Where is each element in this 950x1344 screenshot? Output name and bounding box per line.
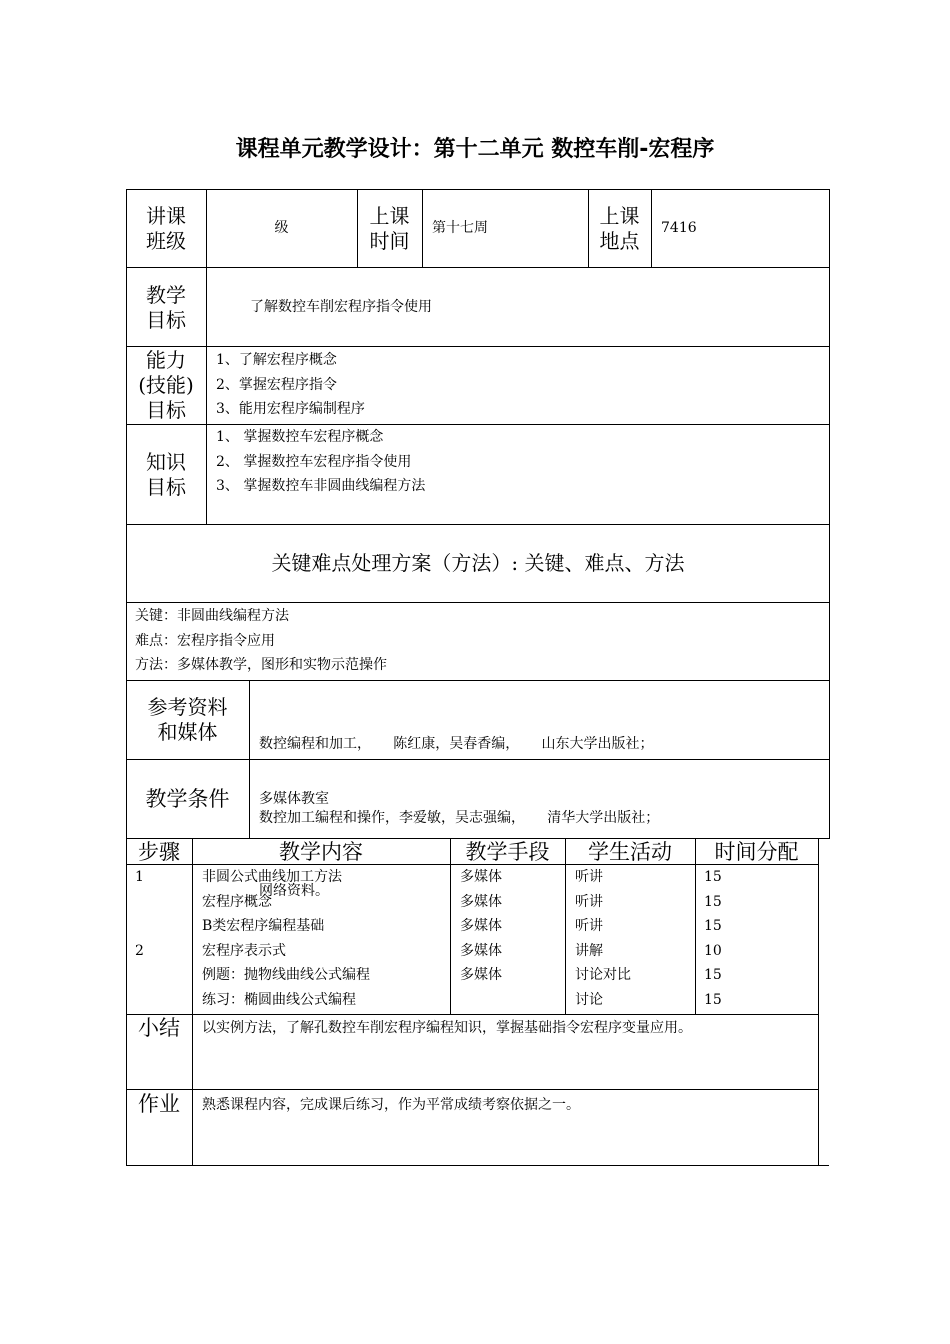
list-item: 2、 掌握数控车宏程序指令使用 bbox=[216, 453, 412, 470]
difficulty-text: 难点：宏程序指令应用 bbox=[135, 632, 275, 649]
ability-goal-list bbox=[216, 348, 365, 422]
class-label: 讲课 班级 bbox=[146, 204, 186, 253]
header-step: 步骤 bbox=[138, 840, 180, 864]
summary-label: 小结 bbox=[138, 1016, 180, 1040]
list-item: 3、能用宏程序编制程序 bbox=[216, 401, 365, 417]
class-value: 级 bbox=[274, 220, 289, 236]
table-row: B类宏程序编程基础 多媒体 听讲 15 bbox=[202, 918, 722, 934]
knowledge-goal-list bbox=[216, 425, 425, 499]
method-text: 方法：多媒体教学，图形和实物示范操作 bbox=[135, 657, 387, 673]
key-section-body bbox=[135, 604, 387, 678]
list-item: 网络资料。 bbox=[259, 883, 329, 899]
homework-label: 作业 bbox=[138, 1092, 180, 1116]
time-label: 上课 时间 bbox=[369, 204, 410, 253]
list-item: 1、 掌握数控车宏程序概念 bbox=[216, 429, 384, 445]
list-item: 2、掌握宏程序指令 bbox=[216, 376, 337, 393]
knowledge-goal-label: 知识 目标 bbox=[146, 450, 186, 499]
header-means: 教学手段 bbox=[465, 840, 550, 864]
header-content: 教学内容 bbox=[279, 840, 363, 864]
teaching-goal-label: 教学 目标 bbox=[146, 283, 186, 332]
conditions-label: 教学条件 bbox=[145, 787, 230, 811]
key-section-heading: 关键难点处理方案（方法）: 关键、难点、方法 bbox=[271, 551, 685, 575]
steps-rows bbox=[126, 865, 818, 1012]
time-value: 第十七周 bbox=[432, 220, 488, 236]
place-label: 上课 地点 bbox=[599, 204, 640, 253]
list-item: 数控加工编程和操作，李爱敏，吴志强编， 清华大学出版社； bbox=[259, 809, 660, 826]
table-row: 宏程序概念 多媒体 听讲 15 bbox=[202, 893, 722, 910]
list-item: 3、 掌握数控车非圆曲线编程方法 bbox=[216, 478, 426, 494]
ability-goal-label: 能力 (技能) 目标 bbox=[138, 348, 194, 422]
table-row: 练习：椭圆曲线公式编程 讨论 15 bbox=[202, 991, 722, 1008]
references-label: 参考资料 和媒体 bbox=[147, 695, 228, 744]
conditions-value: 多媒体教室 bbox=[259, 791, 329, 807]
place-value: 7416 bbox=[661, 220, 697, 236]
header-time: 时间分配 bbox=[714, 840, 799, 864]
key-text: 关键：非圆曲线编程方法 bbox=[135, 608, 289, 624]
table-row: 1 非圆公式曲线加工方法 多媒体 听讲 15 bbox=[135, 869, 722, 885]
page-title: 课程单元教学设计：第十二单元 数控车削-宏程序 bbox=[235, 137, 715, 162]
homework-text: 熟悉课程内容，完成课后练习，作为平常成绩考察依据之一。 bbox=[202, 1097, 580, 1113]
summary-text: 以实例方法，了解孔数控车削宏程序编程知识，掌握基础指令宏程序变量应用。 bbox=[202, 1020, 692, 1036]
list-item: 数控编程和加工， 陈红康，吴春香编， 山东大学出版社； bbox=[259, 736, 654, 752]
teaching-goal-text: 了解数控车削宏程序指令使用 bbox=[250, 299, 432, 315]
table-row: 2 宏程序表示式 多媒体 讲解 10 bbox=[135, 942, 722, 959]
list-item: 1、了解宏程序概念 bbox=[216, 352, 337, 368]
table-row: 例题：抛物线曲线公式编程 多媒体 讨论对比 15 bbox=[202, 967, 722, 983]
header-activity: 学生活动 bbox=[588, 840, 672, 864]
